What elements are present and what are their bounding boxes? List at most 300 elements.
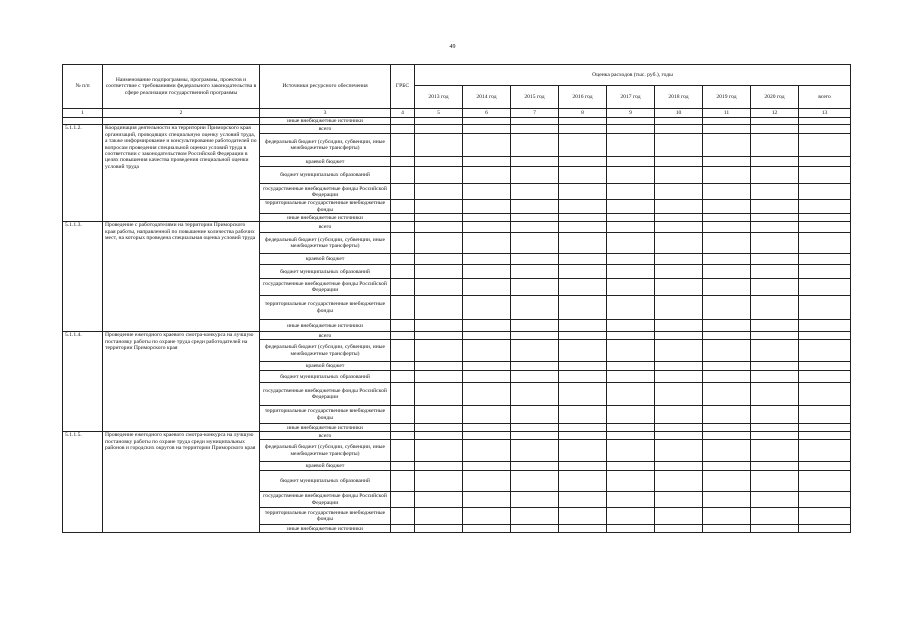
value-cell — [463, 340, 511, 362]
value-cell — [655, 362, 703, 371]
value-cell — [415, 471, 463, 492]
value-cell — [391, 462, 415, 471]
value-cell — [463, 362, 511, 371]
value-cell — [751, 279, 799, 296]
value-cell — [655, 340, 703, 362]
value-cell — [703, 340, 751, 362]
header-year: 2016 год — [559, 86, 607, 109]
value-cell — [751, 340, 799, 362]
value-cell — [463, 184, 511, 200]
value-cell — [607, 440, 655, 462]
value-cell — [559, 371, 607, 383]
value-cell — [415, 332, 463, 340]
column-number: 2 — [103, 109, 260, 118]
value-cell — [511, 134, 559, 157]
value-cell — [607, 332, 655, 340]
value-cell — [799, 424, 851, 432]
value-cell — [511, 462, 559, 471]
column-number: 12 — [751, 109, 799, 118]
value-cell — [751, 371, 799, 383]
value-cell — [463, 233, 511, 254]
column-number: 13 — [799, 109, 851, 118]
value-cell — [463, 118, 511, 125]
value-cell — [655, 320, 703, 332]
value-cell — [391, 200, 415, 214]
value-cell — [655, 296, 703, 320]
value-cell — [703, 371, 751, 383]
value-cell — [703, 296, 751, 320]
value-cell — [415, 134, 463, 157]
value-cell — [655, 432, 703, 440]
item-number: 5.1.1.3. — [63, 222, 103, 332]
value-cell — [655, 200, 703, 214]
header-year: 2017 год — [607, 86, 655, 109]
value-cell — [751, 296, 799, 320]
value-cell — [415, 157, 463, 167]
value-cell — [559, 525, 607, 533]
value-cell — [463, 222, 511, 233]
value-cell — [391, 134, 415, 157]
value-cell — [559, 492, 607, 508]
value-cell — [703, 184, 751, 200]
column-number: 6 — [463, 109, 511, 118]
value-cell — [607, 200, 655, 214]
value-cell — [463, 383, 511, 406]
value-cell — [511, 525, 559, 533]
value-cell — [415, 525, 463, 533]
value-cell — [511, 118, 559, 125]
value-cell — [463, 371, 511, 383]
value-cell — [391, 265, 415, 279]
value-cell — [703, 432, 751, 440]
value-cell — [799, 118, 851, 125]
value-cell — [751, 125, 799, 134]
value-cell — [751, 214, 799, 222]
value-cell — [799, 508, 851, 525]
source-cell: территориальные государственные внебюджетные фонды — [260, 508, 391, 525]
header-year: 2020 год — [751, 86, 799, 109]
value-cell — [391, 167, 415, 184]
value-cell — [751, 508, 799, 525]
value-cell — [559, 265, 607, 279]
header-num: № п/п — [63, 65, 103, 109]
value-cell — [607, 134, 655, 157]
value-cell — [607, 214, 655, 222]
value-cell — [655, 134, 703, 157]
value-cell — [607, 340, 655, 362]
item-name: Координация деятельности на территории Приморского края организаций, проводящих специальную оценку условий труда, а также информирование и консультирование работодателей по вопросам проведения специальной оценки условий труда в соответствии с законодательством Российской Федерации в целях повышения качества проведения специальной оценки условий труда — [103, 125, 260, 222]
value-cell — [607, 424, 655, 432]
value-cell — [655, 440, 703, 462]
value-cell — [415, 184, 463, 200]
value-cell — [415, 492, 463, 508]
value-cell — [559, 340, 607, 362]
value-cell — [391, 254, 415, 265]
source-cell: иные внебюджетные источники — [260, 214, 391, 222]
value-cell — [415, 462, 463, 471]
value-cell — [511, 254, 559, 265]
source-cell: бюджет муниципальных образований — [260, 471, 391, 492]
table-row — [63, 118, 851, 125]
source-cell: краевой бюджет — [260, 254, 391, 265]
value-cell — [559, 254, 607, 265]
source-cell: всего — [260, 222, 391, 233]
value-cell — [703, 254, 751, 265]
value-cell — [463, 200, 511, 214]
value-cell — [655, 265, 703, 279]
value-cell — [391, 320, 415, 332]
value-cell — [607, 167, 655, 184]
value-cell — [559, 432, 607, 440]
value-cell — [703, 214, 751, 222]
value-cell — [559, 406, 607, 424]
value-cell — [799, 525, 851, 533]
header-year: 2019 год — [703, 86, 751, 109]
value-cell — [703, 167, 751, 184]
value-cell — [511, 233, 559, 254]
value-cell — [751, 200, 799, 214]
source-cell: краевой бюджет — [260, 157, 391, 167]
value-cell — [559, 424, 607, 432]
value-cell — [511, 222, 559, 233]
value-cell — [391, 362, 415, 371]
value-cell — [799, 406, 851, 424]
value-cell — [463, 406, 511, 424]
value-cell — [751, 254, 799, 265]
table-row — [63, 222, 851, 233]
value-cell — [511, 371, 559, 383]
value-cell — [391, 184, 415, 200]
value-cell — [511, 508, 559, 525]
column-number: 10 — [655, 109, 703, 118]
value-cell — [607, 125, 655, 134]
value-cell — [799, 157, 851, 167]
value-cell — [463, 167, 511, 184]
value-cell — [799, 233, 851, 254]
value-cell — [655, 254, 703, 265]
value-cell — [559, 332, 607, 340]
value-cell — [703, 440, 751, 462]
value-cell — [655, 525, 703, 533]
source-cell: иные внебюджетные источники — [260, 424, 391, 432]
source-cell: всего — [260, 432, 391, 440]
value-cell — [415, 125, 463, 134]
value-cell — [703, 233, 751, 254]
value-cell — [703, 157, 751, 167]
value-cell — [607, 462, 655, 471]
value-cell — [751, 222, 799, 233]
value-cell — [511, 265, 559, 279]
value-cell — [607, 157, 655, 167]
value-cell — [751, 362, 799, 371]
value-cell — [559, 214, 607, 222]
value-cell — [607, 371, 655, 383]
value-cell — [655, 233, 703, 254]
value-cell — [391, 371, 415, 383]
value-cell — [415, 222, 463, 233]
value-cell — [415, 340, 463, 362]
source-cell: бюджет муниципальных образований — [260, 371, 391, 383]
value-cell — [799, 214, 851, 222]
value-cell — [559, 167, 607, 184]
value-cell — [415, 214, 463, 222]
value-cell — [463, 432, 511, 440]
value-cell — [463, 296, 511, 320]
value-cell — [463, 332, 511, 340]
value-cell — [751, 406, 799, 424]
value-cell — [415, 296, 463, 320]
table-row — [63, 432, 851, 440]
value-cell — [703, 279, 751, 296]
value-cell — [703, 134, 751, 157]
value-cell — [391, 214, 415, 222]
value-cell — [655, 383, 703, 406]
value-cell — [463, 254, 511, 265]
value-cell — [511, 432, 559, 440]
value-cell — [799, 320, 851, 332]
value-cell — [415, 508, 463, 525]
source-cell: территориальные государственные внебюджетные фонды — [260, 296, 391, 320]
source-cell: всего — [260, 125, 391, 134]
value-cell — [751, 471, 799, 492]
value-cell — [703, 508, 751, 525]
value-cell — [607, 296, 655, 320]
value-cell — [799, 371, 851, 383]
column-number: 5 — [415, 109, 463, 118]
source-cell: бюджет муниципальных образований — [260, 167, 391, 184]
value-cell — [799, 265, 851, 279]
value-cell — [391, 525, 415, 533]
value-cell — [655, 406, 703, 424]
value-cell — [463, 525, 511, 533]
value-cell — [511, 362, 559, 371]
column-number: 11 — [703, 109, 751, 118]
value-cell — [607, 222, 655, 233]
value-cell — [559, 320, 607, 332]
value-cell — [463, 279, 511, 296]
header-name: Наименование подпрограммы, программы, пpoектов и соответствие с требованиями федерального законодательства в сфере реализации государственной программы — [103, 65, 260, 109]
value-cell — [703, 462, 751, 471]
value-cell — [703, 525, 751, 533]
column-number: 4 — [391, 109, 415, 118]
value-cell — [751, 383, 799, 406]
value-cell — [391, 471, 415, 492]
value-cell — [415, 432, 463, 440]
value-cell — [751, 440, 799, 462]
value-cell — [703, 118, 751, 125]
header-grbs: ГРБС — [391, 65, 415, 109]
expense-table — [62, 64, 851, 533]
value-cell — [751, 157, 799, 167]
value-cell — [799, 222, 851, 233]
value-cell — [559, 279, 607, 296]
value-cell — [799, 432, 851, 440]
value-cell — [415, 200, 463, 214]
value-cell — [103, 118, 260, 125]
value-cell — [607, 492, 655, 508]
value-cell — [511, 279, 559, 296]
value-cell — [511, 200, 559, 214]
value-cell — [415, 265, 463, 279]
value-cell — [463, 508, 511, 525]
value-cell — [511, 340, 559, 362]
source-cell: государственные внебюджетные фонды Российской Федерации — [260, 279, 391, 296]
value-cell — [511, 406, 559, 424]
table-row — [63, 125, 851, 134]
value-cell — [799, 471, 851, 492]
value-cell — [415, 167, 463, 184]
value-cell — [559, 362, 607, 371]
value-cell — [391, 222, 415, 233]
value-cell — [751, 432, 799, 440]
value-cell — [559, 222, 607, 233]
source-cell: федеральный бюджет (субсидии, субвенции, иные межбюджетные трансферты) — [260, 134, 391, 157]
value-cell — [511, 471, 559, 492]
value-cell — [751, 492, 799, 508]
value-cell — [655, 332, 703, 340]
item-number: 5.1.1.2. — [63, 125, 103, 222]
value-cell — [511, 332, 559, 340]
value-cell — [799, 134, 851, 157]
header-year: всего — [799, 86, 851, 109]
source-cell: всего — [260, 332, 391, 340]
value-cell — [511, 167, 559, 184]
value-cell — [799, 184, 851, 200]
value-cell — [559, 383, 607, 406]
value-cell — [607, 320, 655, 332]
value-cell — [391, 383, 415, 406]
header-sources: Источники ресурсного обеспечения — [260, 65, 391, 109]
value-cell — [703, 424, 751, 432]
value-cell — [799, 440, 851, 462]
value-cell — [607, 279, 655, 296]
value-cell — [799, 332, 851, 340]
value-cell — [799, 254, 851, 265]
value-cell — [391, 157, 415, 167]
value-cell — [391, 332, 415, 340]
value-cell — [655, 157, 703, 167]
source-cell: иные внебюджетные источники — [260, 525, 391, 533]
value-cell — [607, 118, 655, 125]
value-cell — [751, 184, 799, 200]
value-cell — [463, 125, 511, 134]
value-cell — [511, 296, 559, 320]
value-cell — [607, 265, 655, 279]
item-number: 5.1.1.5. — [63, 432, 103, 533]
source-cell: территориальные государственные внебюджетные фонды — [260, 200, 391, 214]
value-cell — [703, 200, 751, 214]
value-cell — [655, 471, 703, 492]
value-cell — [511, 184, 559, 200]
source-cell: государственные внебюджетные фонды Российской Федерации — [260, 492, 391, 508]
value-cell — [607, 525, 655, 533]
value-cell — [559, 296, 607, 320]
value-cell — [463, 320, 511, 332]
value-cell — [751, 233, 799, 254]
value-cell — [655, 279, 703, 296]
value-cell — [799, 167, 851, 184]
value-cell — [559, 462, 607, 471]
header-year: 2014 год — [463, 86, 511, 109]
source-cell: федеральный бюджет (субсидии, субвенции, иные межбюджетные трансферты) — [260, 340, 391, 362]
source-cell: территориальные государственные внебюджетные фонды — [260, 406, 391, 424]
source-cell: федеральный бюджет (субсидии, субвенции, иные межбюджетные трансферты) — [260, 440, 391, 462]
table-row — [63, 332, 851, 340]
item-name: Проведение ежегодного краевого смотра-конкурса на лучшую постановку работы по охране труда среди работодателей на территории Приморского края — [103, 332, 260, 432]
value-cell — [63, 118, 103, 125]
value-cell — [559, 157, 607, 167]
value-cell — [463, 492, 511, 508]
value-cell — [607, 383, 655, 406]
value-cell — [655, 184, 703, 200]
item-name: Проведение с работодателями на территории Приморского края работы, направленной по повышение количества рабочих мест, на которых проведена специальная оценка условий труда — [103, 222, 260, 332]
value-cell — [511, 424, 559, 432]
value-cell — [391, 424, 415, 432]
value-cell — [391, 279, 415, 296]
value-cell — [511, 125, 559, 134]
value-cell — [463, 265, 511, 279]
value-cell — [391, 118, 415, 125]
column-number: 7 — [511, 109, 559, 118]
column-number: 3 — [260, 109, 391, 118]
value-cell — [415, 118, 463, 125]
source-cell: бюджет муниципальных образований — [260, 265, 391, 279]
value-cell — [391, 406, 415, 424]
page-number: 49 — [449, 44, 456, 50]
value-cell — [655, 492, 703, 508]
value-cell — [415, 424, 463, 432]
value-cell — [607, 362, 655, 371]
value-cell — [511, 214, 559, 222]
column-number: 9 — [607, 109, 655, 118]
value-cell — [391, 492, 415, 508]
item-name: Проведение ежегодного краевого смотра-конкурса на лучшую постановку работы по охране труда среди муниципальных районов и городских округов на территории Приморского края — [103, 432, 260, 533]
value-cell — [703, 320, 751, 332]
value-cell — [751, 265, 799, 279]
column-number: 1 — [63, 109, 103, 118]
value-cell — [799, 462, 851, 471]
value-cell — [415, 362, 463, 371]
value-cell — [751, 134, 799, 157]
value-cell — [607, 233, 655, 254]
value-cell — [655, 214, 703, 222]
value-cell — [655, 222, 703, 233]
column-number: 8 — [559, 109, 607, 118]
value-cell — [751, 332, 799, 340]
value-cell — [751, 167, 799, 184]
value-cell — [607, 432, 655, 440]
value-cell — [415, 279, 463, 296]
value-cell — [391, 233, 415, 254]
value-cell — [799, 362, 851, 371]
value-cell — [415, 371, 463, 383]
value-cell — [415, 383, 463, 406]
value-cell — [463, 440, 511, 462]
header-year: 2018 год — [655, 86, 703, 109]
value-cell — [559, 471, 607, 492]
value-cell — [415, 440, 463, 462]
value-cell — [391, 296, 415, 320]
value-cell — [607, 471, 655, 492]
value-cell — [463, 157, 511, 167]
value-cell — [559, 125, 607, 134]
value-cell — [415, 406, 463, 424]
value-cell — [559, 184, 607, 200]
source-cell: иные внебюджетные источники — [260, 320, 391, 332]
value-cell — [607, 184, 655, 200]
value-cell — [559, 508, 607, 525]
value-cell — [463, 134, 511, 157]
